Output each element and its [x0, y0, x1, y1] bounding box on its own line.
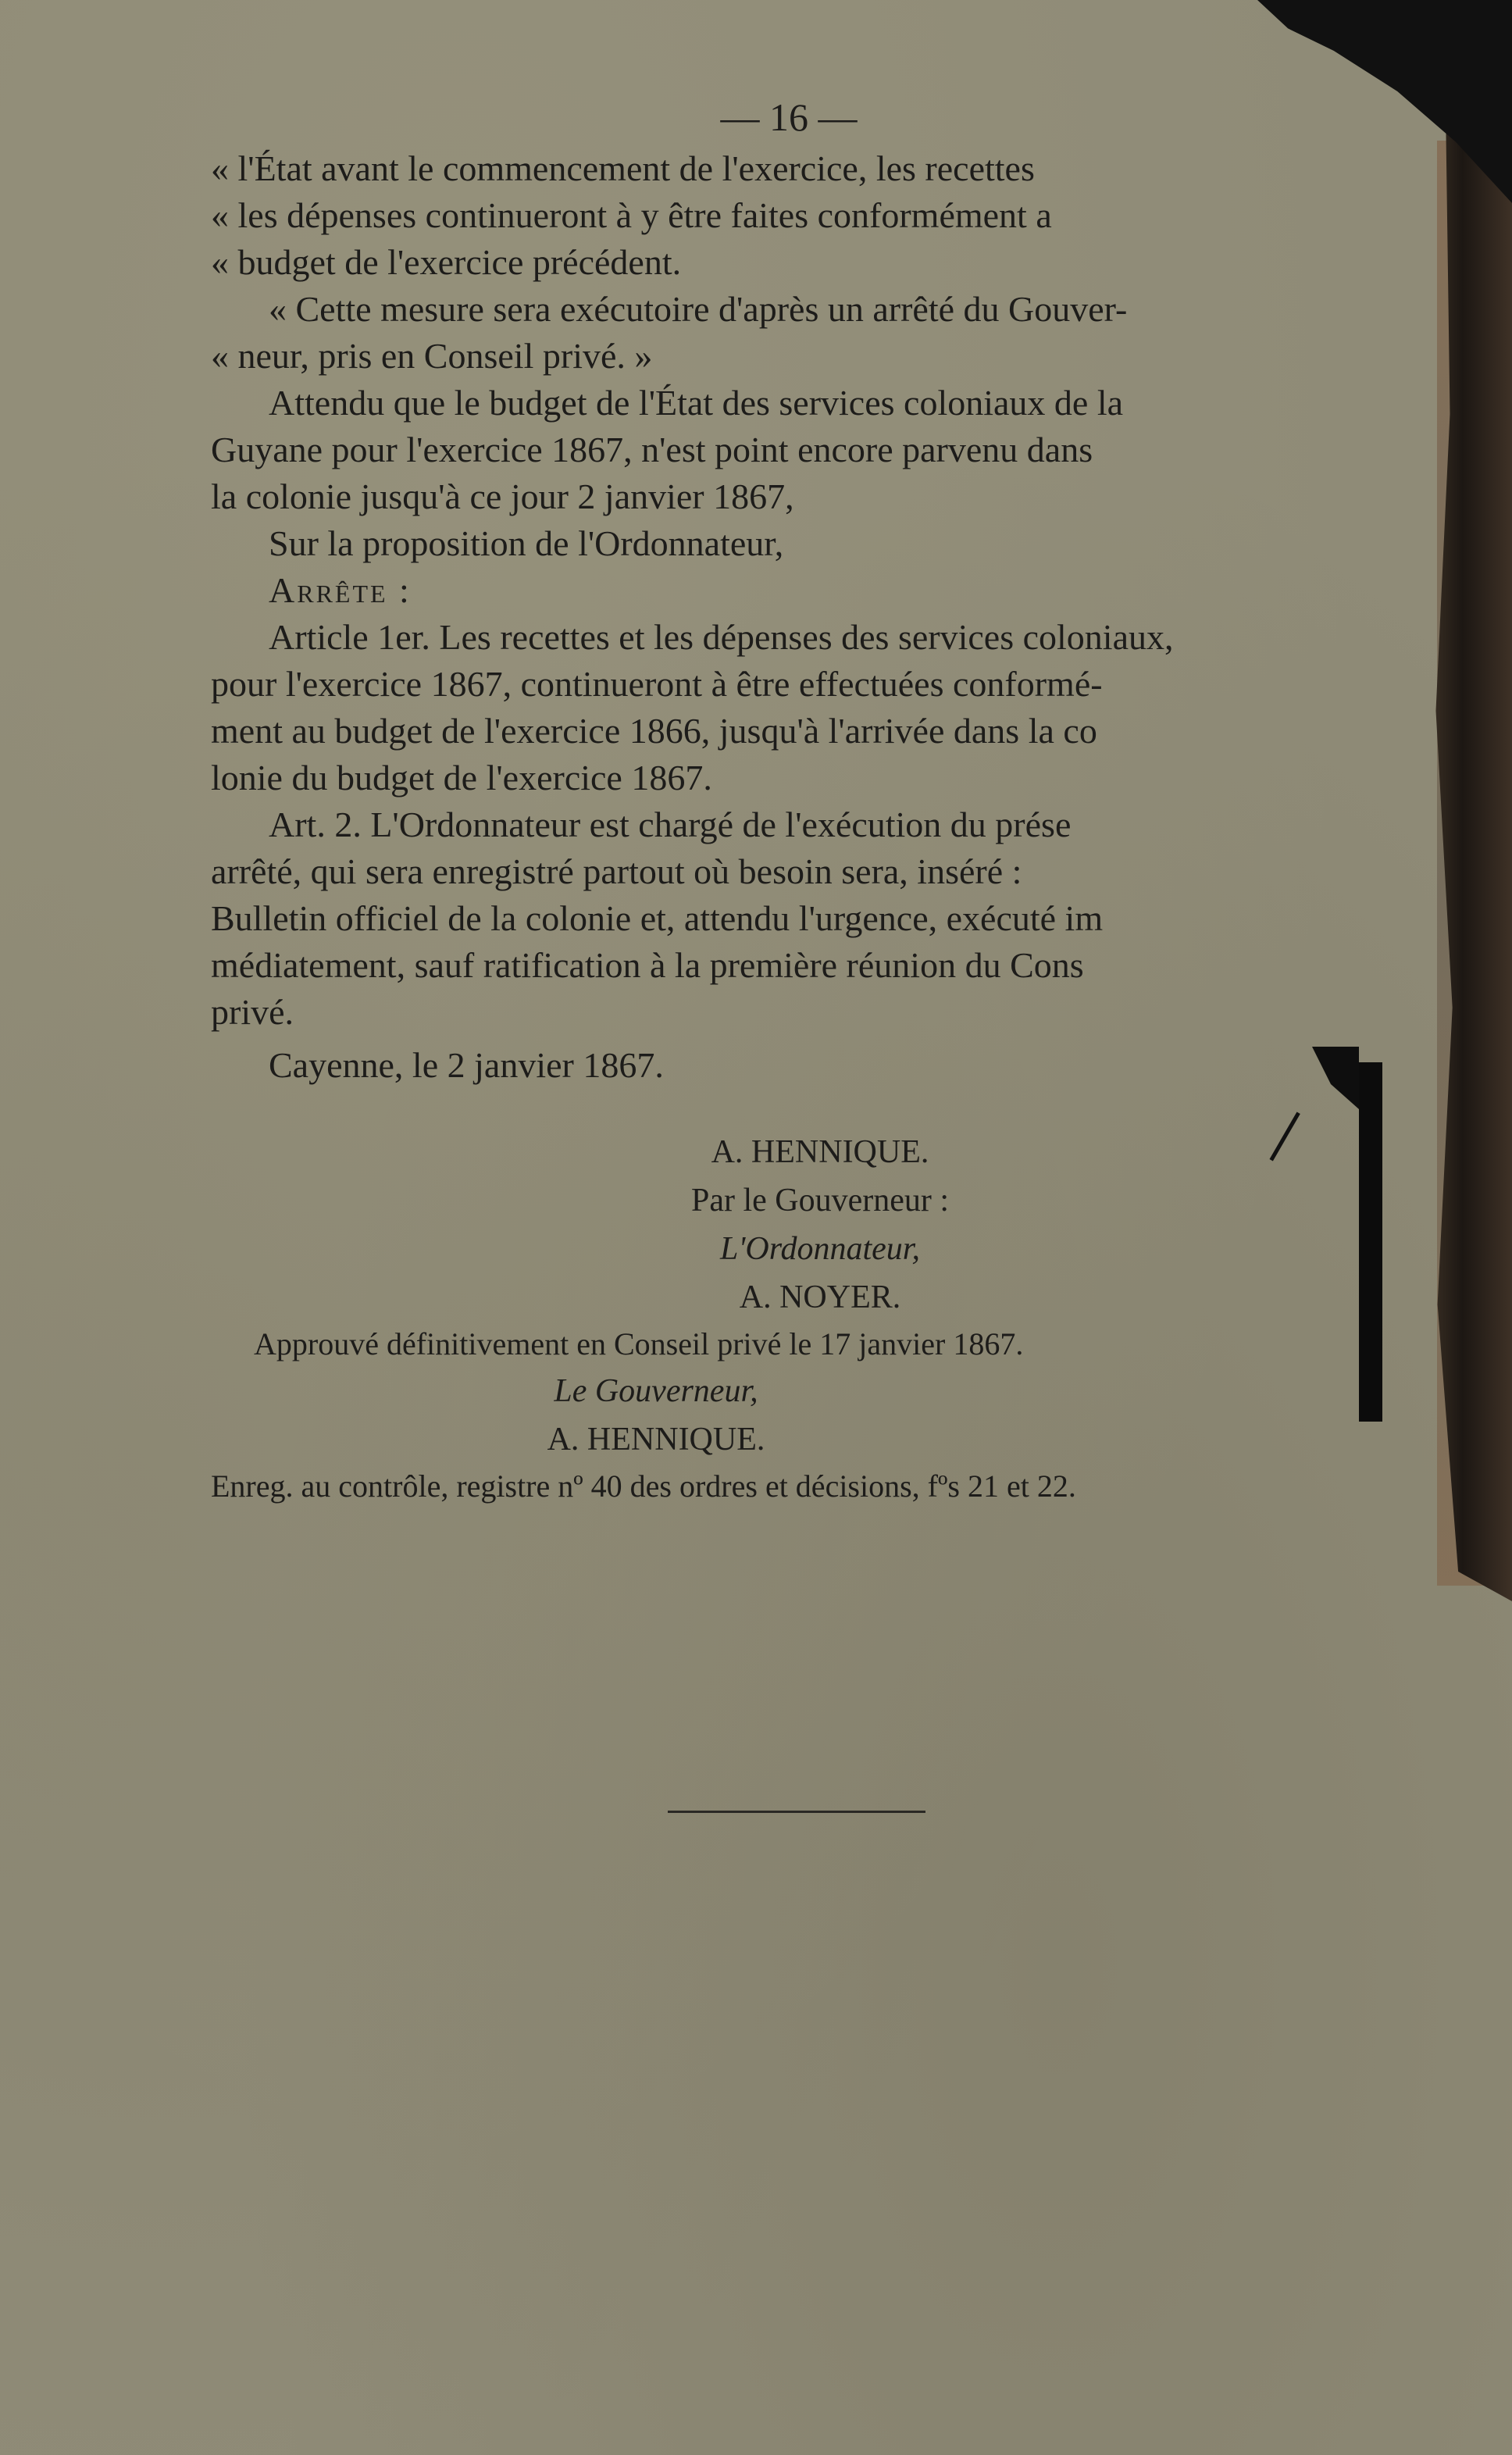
- document-body: [211, 94, 1429, 1509]
- text-line-5: « neur, pris en Conseil privé. »: [211, 336, 653, 376]
- signature-name: A. HENNIQUE.: [711, 1134, 929, 1170]
- article-1-line-3: ment au budget de l'exercice 1866, jusqu'à l'arrivée dans la co: [211, 711, 1097, 751]
- end-rule: [668, 1811, 925, 1813]
- text-line-2: « les dépenses continueront à y être faites conformément a: [211, 195, 1052, 235]
- article-1-line-4: lonie du budget de l'exercice 1867.: [211, 758, 712, 798]
- article-2-line-1: Art. 2. L'Ordonnateur est chargé de l'exécution du prése: [269, 805, 1072, 844]
- article-2-line-2: arrêté, qui sera enregistré partout où besoin sera, inséré :: [211, 851, 1022, 891]
- article-1-line-2: pour l'exercice 1867, continueront à être effectuées conformé-: [211, 664, 1103, 704]
- text-line-9: Sur la proposition de l'Ordonnateur,: [269, 523, 784, 563]
- approval-name: A. HENNIQUE.: [547, 1422, 765, 1458]
- approval-text: Approuvé définitivement en Conseil privé le 17 janvier 1867.: [254, 1326, 1024, 1361]
- place-date: Cayenne, le 2 janvier 1867.: [269, 1045, 664, 1085]
- text-line-6: Attendu que le budget de l'État des services coloniaux de la: [269, 383, 1124, 423]
- arrete-heading: Arrête :: [269, 570, 412, 610]
- signature-name-2: A. NOYER.: [739, 1279, 901, 1315]
- article-2-line-4: médiatement, sauf ratification à la première réunion du Cons: [211, 945, 1084, 985]
- text-line-1: « l'État avant le commencement de l'exercice, les recettes: [211, 148, 1035, 188]
- text-line-4: « Cette mesure sera exécutoire d'après un arrêté du Gouver-: [269, 289, 1128, 329]
- text-line-3: « budget de l'exercice précédent.: [211, 242, 682, 282]
- text-line-8: la colonie jusqu'à ce jour 2 janvier 1867,: [211, 476, 794, 516]
- registration-footer: Enreg. au contrôle, registre nº 40 des ordres et décisions, fºs 21 et 22.: [211, 1468, 1076, 1504]
- article-2-line-3: Bulletin officiel de la colonie et, attendu l'urgence, exécuté im: [211, 898, 1104, 938]
- article-1-line-1: Article 1er. Les recettes et les dépenses des services coloniaux,: [269, 617, 1174, 657]
- signature-role: L'Ordonnateur,: [720, 1231, 920, 1267]
- text-line-7: Guyane pour l'exercice 1867, n'est point encore parvenu dans: [211, 430, 1093, 469]
- article-2-line-5: privé.: [211, 992, 294, 1032]
- approval-role: Le Gouverneur,: [554, 1373, 758, 1409]
- page-number: — 16 —: [720, 95, 858, 139]
- signature-by: Par le Gouverneur :: [690, 1183, 950, 1219]
